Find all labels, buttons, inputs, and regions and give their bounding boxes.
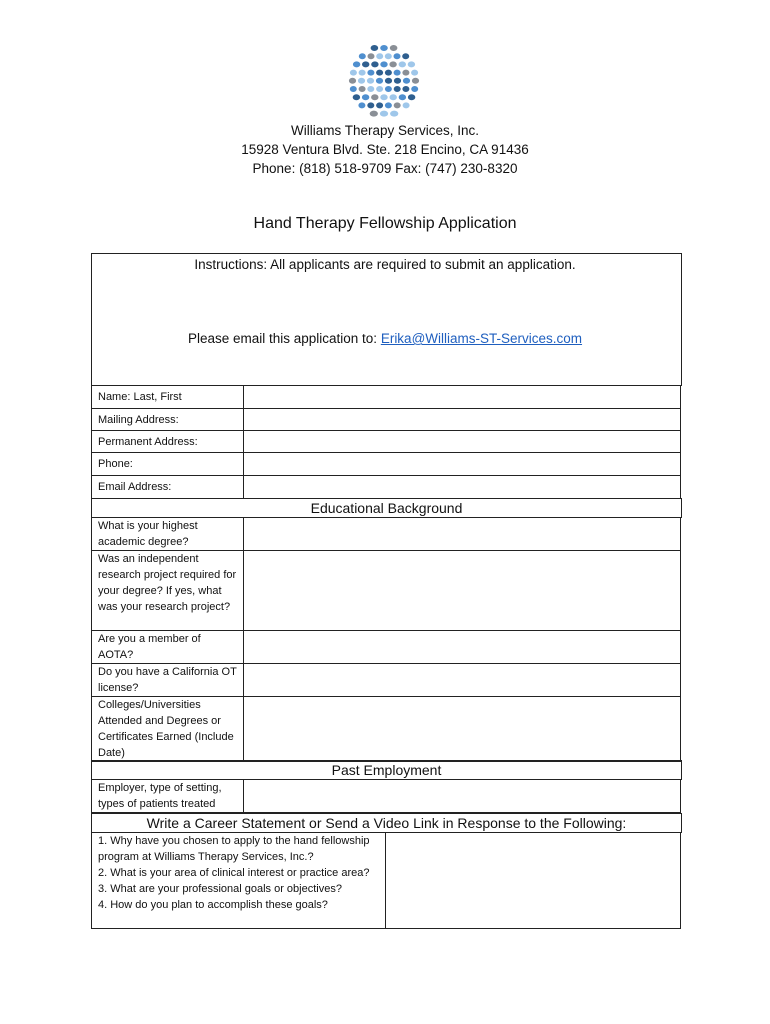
logo-dot	[390, 94, 397, 100]
colleges-label: Colleges/Universities Attended and Degrees or Certificates Earned (Include Date)	[92, 697, 244, 762]
logo-dot	[367, 86, 374, 92]
colleges-field[interactable]	[244, 697, 681, 762]
logo-dot	[380, 45, 388, 51]
logo-dot	[402, 86, 409, 92]
company-name: Williams Therapy Services, Inc.	[290, 123, 480, 138]
logo-dot	[402, 70, 409, 76]
logo-dot	[390, 111, 398, 117]
logo-dot	[390, 45, 398, 51]
mailing-address-field[interactable]	[244, 409, 681, 431]
mailing-address-label: Mailing Address:	[92, 409, 244, 431]
logo-dot	[358, 78, 365, 84]
logo-dot	[385, 102, 392, 108]
research-project-field[interactable]	[244, 551, 681, 631]
logo-dot	[394, 86, 401, 92]
aota-member-field[interactable]	[244, 631, 681, 664]
career-statement-heading: Write a Career Statement or Send a Video Link in Response to the Following:	[91, 813, 682, 833]
name-label: Name: Last, First	[92, 386, 244, 409]
logo-dot	[376, 86, 383, 92]
logo-dot	[385, 86, 392, 92]
employment-table	[91, 779, 681, 813]
personal-info-table	[91, 385, 681, 499]
email-link[interactable]: Erika@Williams-ST-Services.com	[380, 331, 583, 346]
research-project-label: Was an independent research project required for your degree? If yes, what was your research project?	[92, 551, 244, 631]
logo-dot	[385, 53, 392, 59]
logo-dot	[368, 53, 375, 59]
aota-member-label: Are you a member of AOTA?	[92, 631, 244, 664]
logo-dot	[408, 94, 415, 100]
logo-dot	[359, 70, 366, 76]
logo-dot	[362, 94, 369, 100]
logo-dot	[402, 53, 409, 59]
ot-license-label: Do you have a California OT license?	[92, 664, 244, 697]
career-statement-field[interactable]	[386, 833, 681, 929]
instructions-text: Instructions: All applicants are required to submit an application.	[194, 257, 576, 272]
logo-dot	[371, 45, 379, 51]
logo-dot	[411, 86, 418, 92]
email-address-field[interactable]	[244, 476, 681, 499]
logo-dot	[399, 94, 406, 100]
question-4: 4. How do you plan to accomplish these goals?	[98, 899, 328, 911]
question-1: 1. Why have you chosen to apply to the hand fellowship program at Williams Therapy Services, Inc.?	[98, 835, 370, 863]
phone-label: Phone:	[92, 453, 244, 476]
logo-dot	[370, 111, 378, 117]
logo-dot	[380, 61, 387, 67]
company-phone-fax: Phone: (818) 518-9709 Fax: (747) 230-8320	[252, 161, 518, 176]
logo-dot	[394, 102, 401, 108]
logo-dot	[367, 102, 374, 108]
highest-degree-field[interactable]	[244, 518, 681, 551]
logo-dot	[411, 70, 418, 76]
logo-dot	[412, 78, 419, 84]
logo-dot	[359, 86, 366, 92]
logo-dot	[371, 61, 378, 67]
logo-dot	[353, 94, 360, 100]
ot-license-field[interactable]	[244, 664, 681, 697]
logo-dot	[350, 70, 357, 76]
question-3: 3. What are your professional goals or objectives?	[98, 883, 342, 895]
instructions-box	[91, 253, 682, 386]
logo-dot	[389, 61, 396, 67]
logo-dot	[349, 78, 356, 84]
email-instruction-label: Please email this application to:	[187, 331, 381, 346]
name-field[interactable]	[244, 386, 681, 409]
email-instruction	[0, 331, 770, 346]
logo-dot	[358, 102, 365, 108]
employer-field[interactable]	[244, 780, 681, 813]
logo-dot	[385, 70, 392, 76]
logo-dot	[380, 111, 388, 117]
question-2: 2. What is your area of clinical interest or practice area?	[98, 867, 370, 879]
past-employment-heading: Past Employment	[91, 760, 682, 780]
logo-dot	[394, 70, 401, 76]
highest-degree-label: What is your highest academic degree?	[92, 518, 244, 551]
career-questions	[92, 833, 386, 929]
logo-dot	[350, 86, 357, 92]
logo-dot	[408, 61, 415, 67]
educational-background-heading: Educational Background	[91, 498, 682, 518]
logo-dot	[376, 70, 383, 76]
career-table	[91, 832, 681, 929]
education-table	[91, 517, 681, 762]
logo-dot	[367, 78, 374, 84]
logo-dot	[376, 78, 383, 84]
employer-label: Employer, type of setting, types of patients treated	[92, 780, 244, 813]
logo-dot	[376, 53, 383, 59]
logo-dot	[394, 78, 401, 84]
logo-dot	[367, 70, 374, 76]
logo-dot	[362, 61, 369, 67]
logo-dot	[359, 53, 366, 59]
company-header	[0, 121, 770, 178]
logo-dot	[385, 78, 392, 84]
logo-dot	[394, 53, 401, 59]
permanent-address-label: Permanent Address:	[92, 431, 244, 453]
company-address: 15928 Ventura Blvd. Ste. 218 Encino, CA 91436	[241, 142, 529, 157]
permanent-address-field[interactable]	[244, 431, 681, 453]
phone-field[interactable]	[244, 453, 681, 476]
logo-dot	[403, 102, 410, 108]
logo-dot	[380, 94, 387, 100]
company-logo	[346, 43, 422, 119]
email-address-label: Email Address:	[92, 476, 244, 499]
logo-dot	[371, 94, 378, 100]
logo-dot	[353, 61, 360, 67]
logo-dot	[399, 61, 406, 67]
logo-dot	[376, 102, 383, 108]
logo-dot	[403, 78, 410, 84]
page-title: Hand Therapy Fellowship Application	[253, 215, 517, 232]
